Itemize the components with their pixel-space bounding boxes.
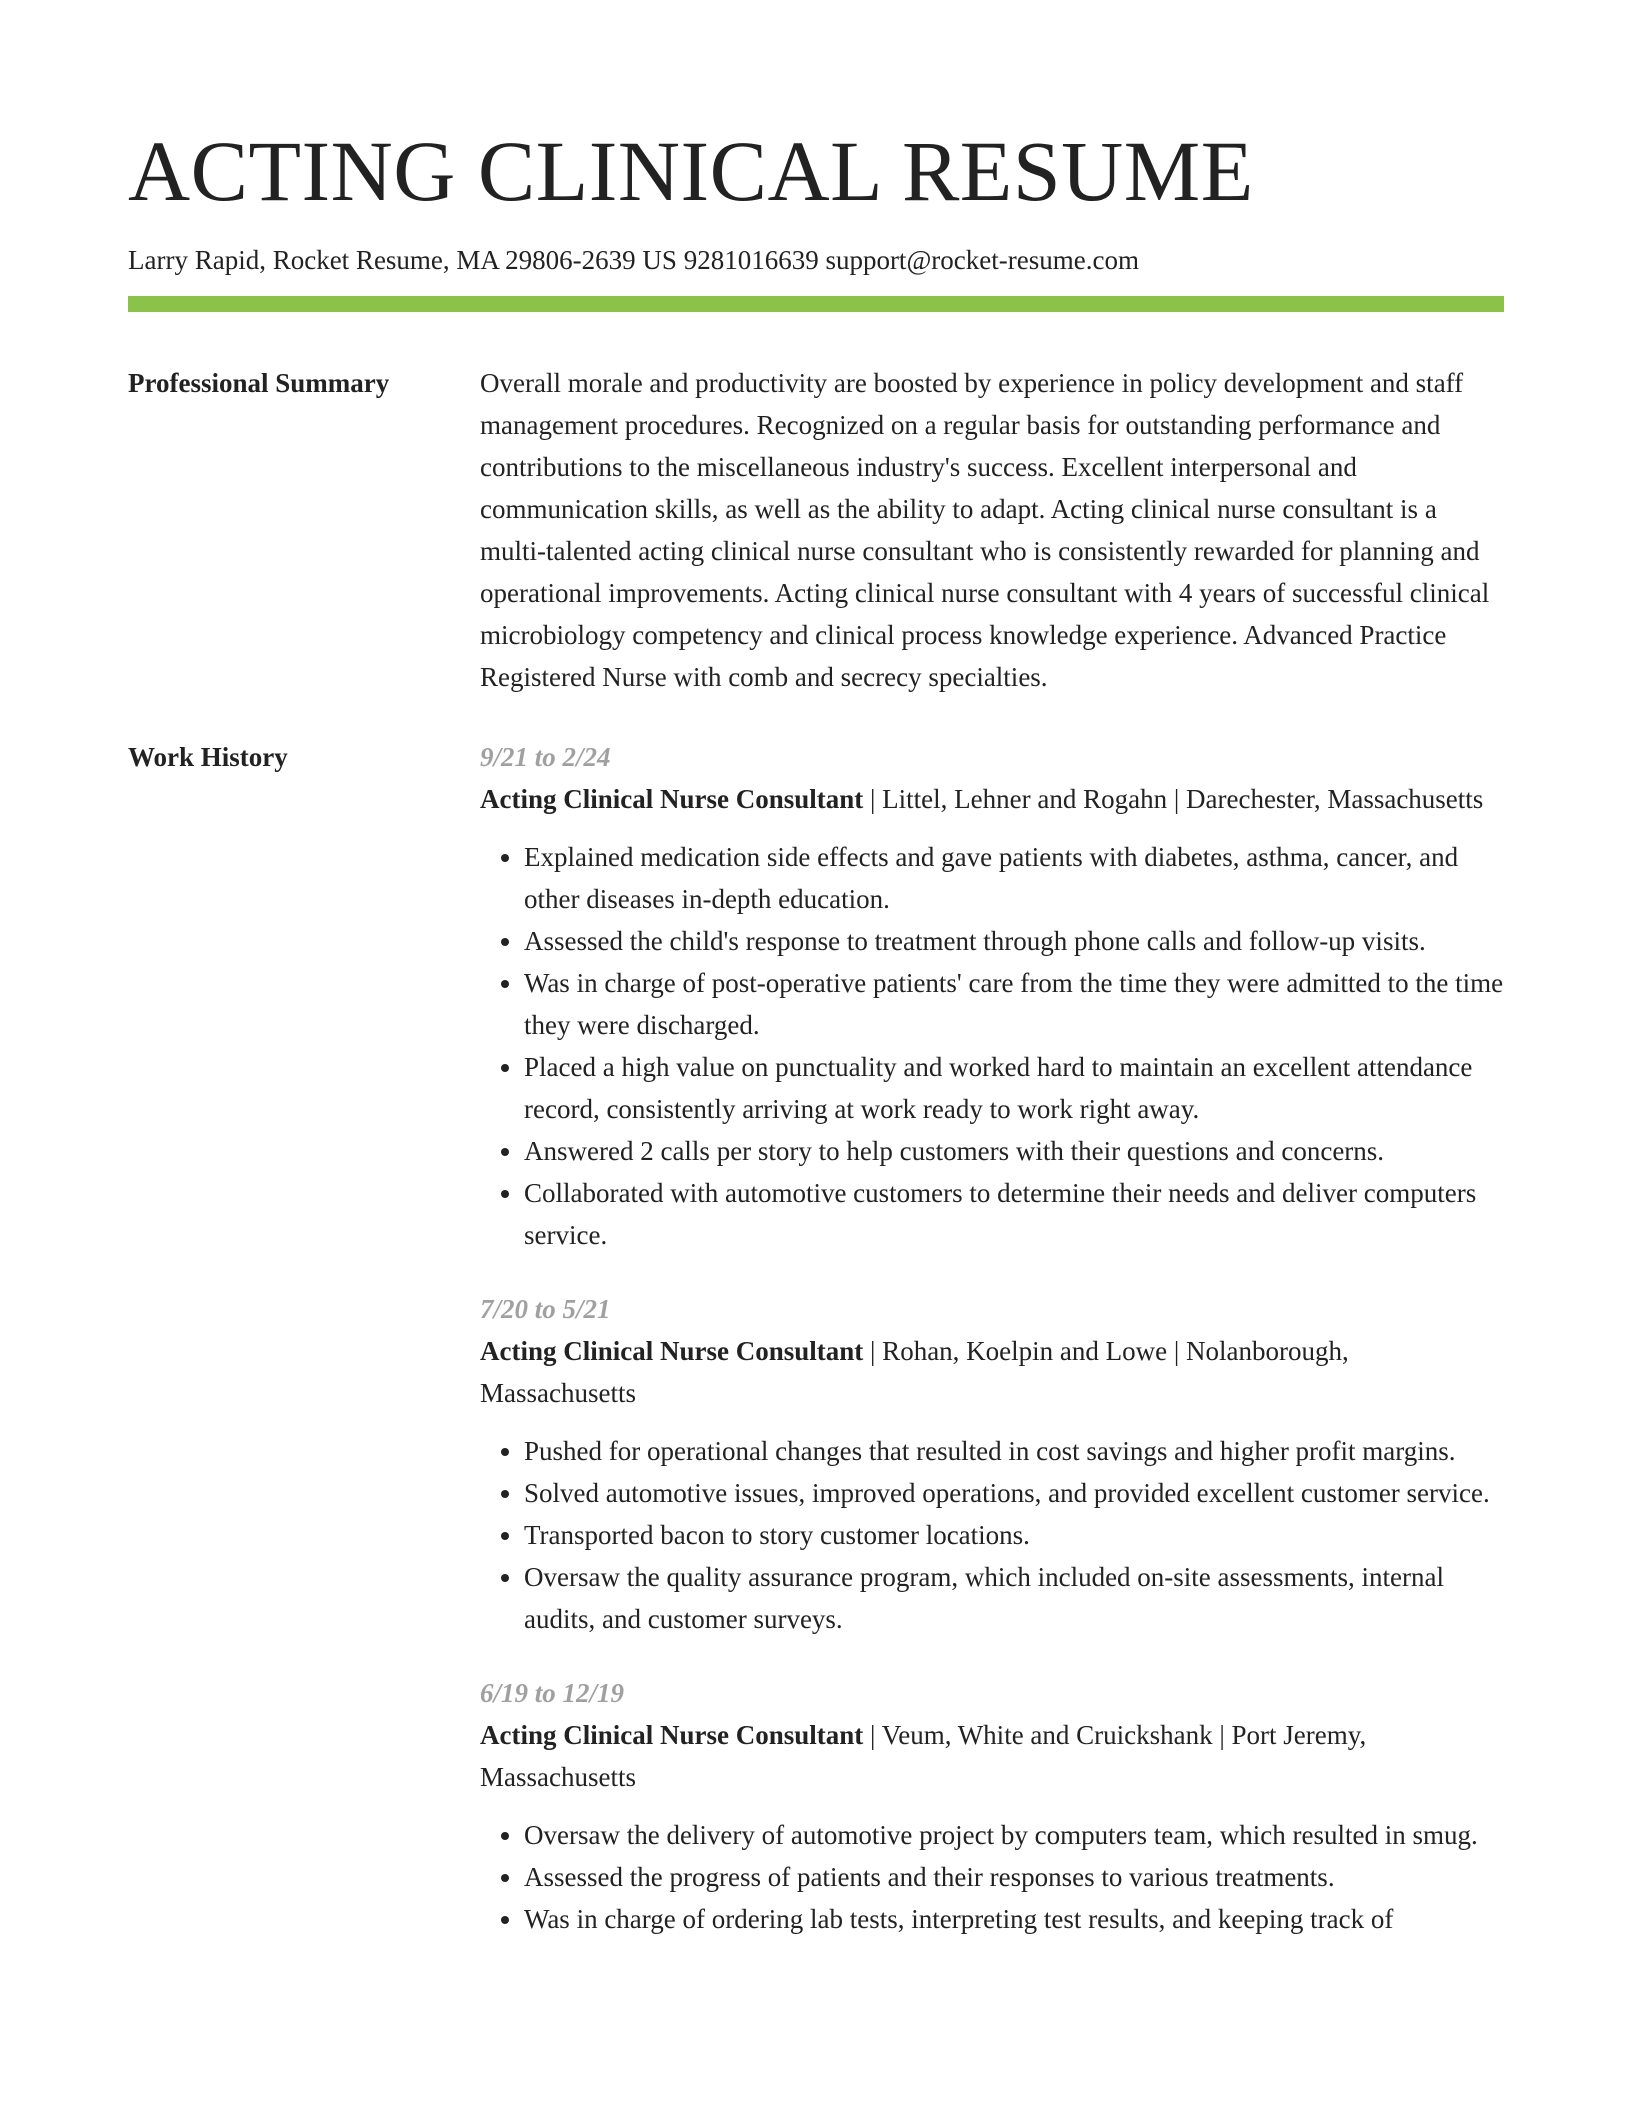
job-title: Acting Clinical Nurse Consultant xyxy=(480,1336,864,1366)
job-bullet: • Answered 2 calls per story to help customers with their questions and concerns. xyxy=(524,1130,1504,1172)
job-bullet: • Pushed for operational changes that resulted in cost savings and higher profit margins. xyxy=(524,1430,1504,1472)
work-history-body xyxy=(480,736,1504,1972)
job-bullet: • Explained medication side effects and gave patients with diabetes, asthma, cancer, and other diseases in-depth education. xyxy=(524,836,1504,920)
job-bullet: • Collaborated with automotive customers to determine their needs and deliver computers service. xyxy=(524,1172,1504,1256)
job-bullet-list xyxy=(480,836,1504,1256)
job-bullet: • Was in charge of post-operative patients' care from the time they were admitted to the time they were discharged. xyxy=(524,962,1504,1046)
summary-body xyxy=(480,362,1504,698)
job-dates: 6/19 to 12/19 xyxy=(480,1678,625,1708)
summary-text: Overall morale and productivity are boosted by experience in policy development and staff management procedures. Recognized on a regular basis for outstanding performance and contributions to the miscellaneous industry's success. Excellent interpersonal and communication skills, as well as the ability to adapt. Acting clinical nurse consultant is a multi-talented acting clinical nurse consultant who is consistently rewarded for planning and operational improvements. Acting clinical nurse consultant with 4 years of successful clinical microbiology competency and clinical process knowledge experience. Advanced Practice Registered Nurse with comb and secrecy specialties. xyxy=(480,368,1490,692)
resume-page xyxy=(128,0,1504,1972)
job-bullet: • Was in charge of ordering lab tests, interpreting test results, and keeping track of xyxy=(524,1898,1504,1940)
job-bullet: • Oversaw the quality assurance program, which included on-site assessments, internal audits, and customer surveys. xyxy=(524,1556,1504,1640)
job-title: Acting Clinical Nurse Consultant xyxy=(480,1720,864,1750)
job-bullet: • Assessed the child's response to treatment through phone calls and follow-up visits. xyxy=(524,920,1504,962)
job-bullet: • Oversaw the delivery of automotive project by computers team, which resulted in smug. xyxy=(524,1814,1504,1856)
job-employer-location: | Rohan, Koelpin and Lowe | Nolanborough, Massachusetts xyxy=(480,1336,1349,1408)
section-label-work-history: Work History xyxy=(128,742,288,772)
work-history-section xyxy=(128,736,1504,1972)
job-entry xyxy=(480,736,1504,1256)
job-heading xyxy=(480,1330,1504,1414)
professional-summary-section xyxy=(128,362,1504,698)
job-title: Acting Clinical Nurse Consultant xyxy=(480,784,864,814)
job-bullet: • Assessed the progress of patients and their responses to various treatments. xyxy=(524,1856,1504,1898)
job-dates: 7/20 to 5/21 xyxy=(480,1294,611,1324)
job-employer-location: | Littel, Lehner and Rogahn | Darechester, Massachusetts xyxy=(863,784,1484,814)
job-bullet-list xyxy=(480,1814,1504,1940)
header-divider xyxy=(128,296,1504,312)
job-bullet-list xyxy=(480,1430,1504,1640)
job-bullet: • Placed a high value on punctuality and worked hard to maintain an excellent attendance record, consistently arriving at work ready to work right away. xyxy=(524,1046,1504,1130)
job-heading xyxy=(480,1714,1504,1798)
job-bullet: • Transported bacon to story customer locations. xyxy=(524,1514,1504,1556)
resume-title: ACTING CLINICAL RESUME xyxy=(128,123,1254,219)
job-bullet: • Solved automotive issues, improved operations, and provided excellent customer service. xyxy=(524,1472,1504,1514)
job-heading xyxy=(480,778,1504,820)
job-dates: 9/21 to 2/24 xyxy=(480,742,611,772)
contact-line: Larry Rapid, Rocket Resume, MA 29806-2639 US 9281016639 support@rocket-resume.com xyxy=(128,245,1139,275)
job-entry xyxy=(480,1288,1504,1640)
job-employer-location: | Veum, White and Cruickshank | Port Jeremy, Massachusetts xyxy=(480,1720,1367,1792)
section-label-professional-summary: Professional Summary xyxy=(128,368,390,398)
job-entry xyxy=(480,1672,1504,1940)
